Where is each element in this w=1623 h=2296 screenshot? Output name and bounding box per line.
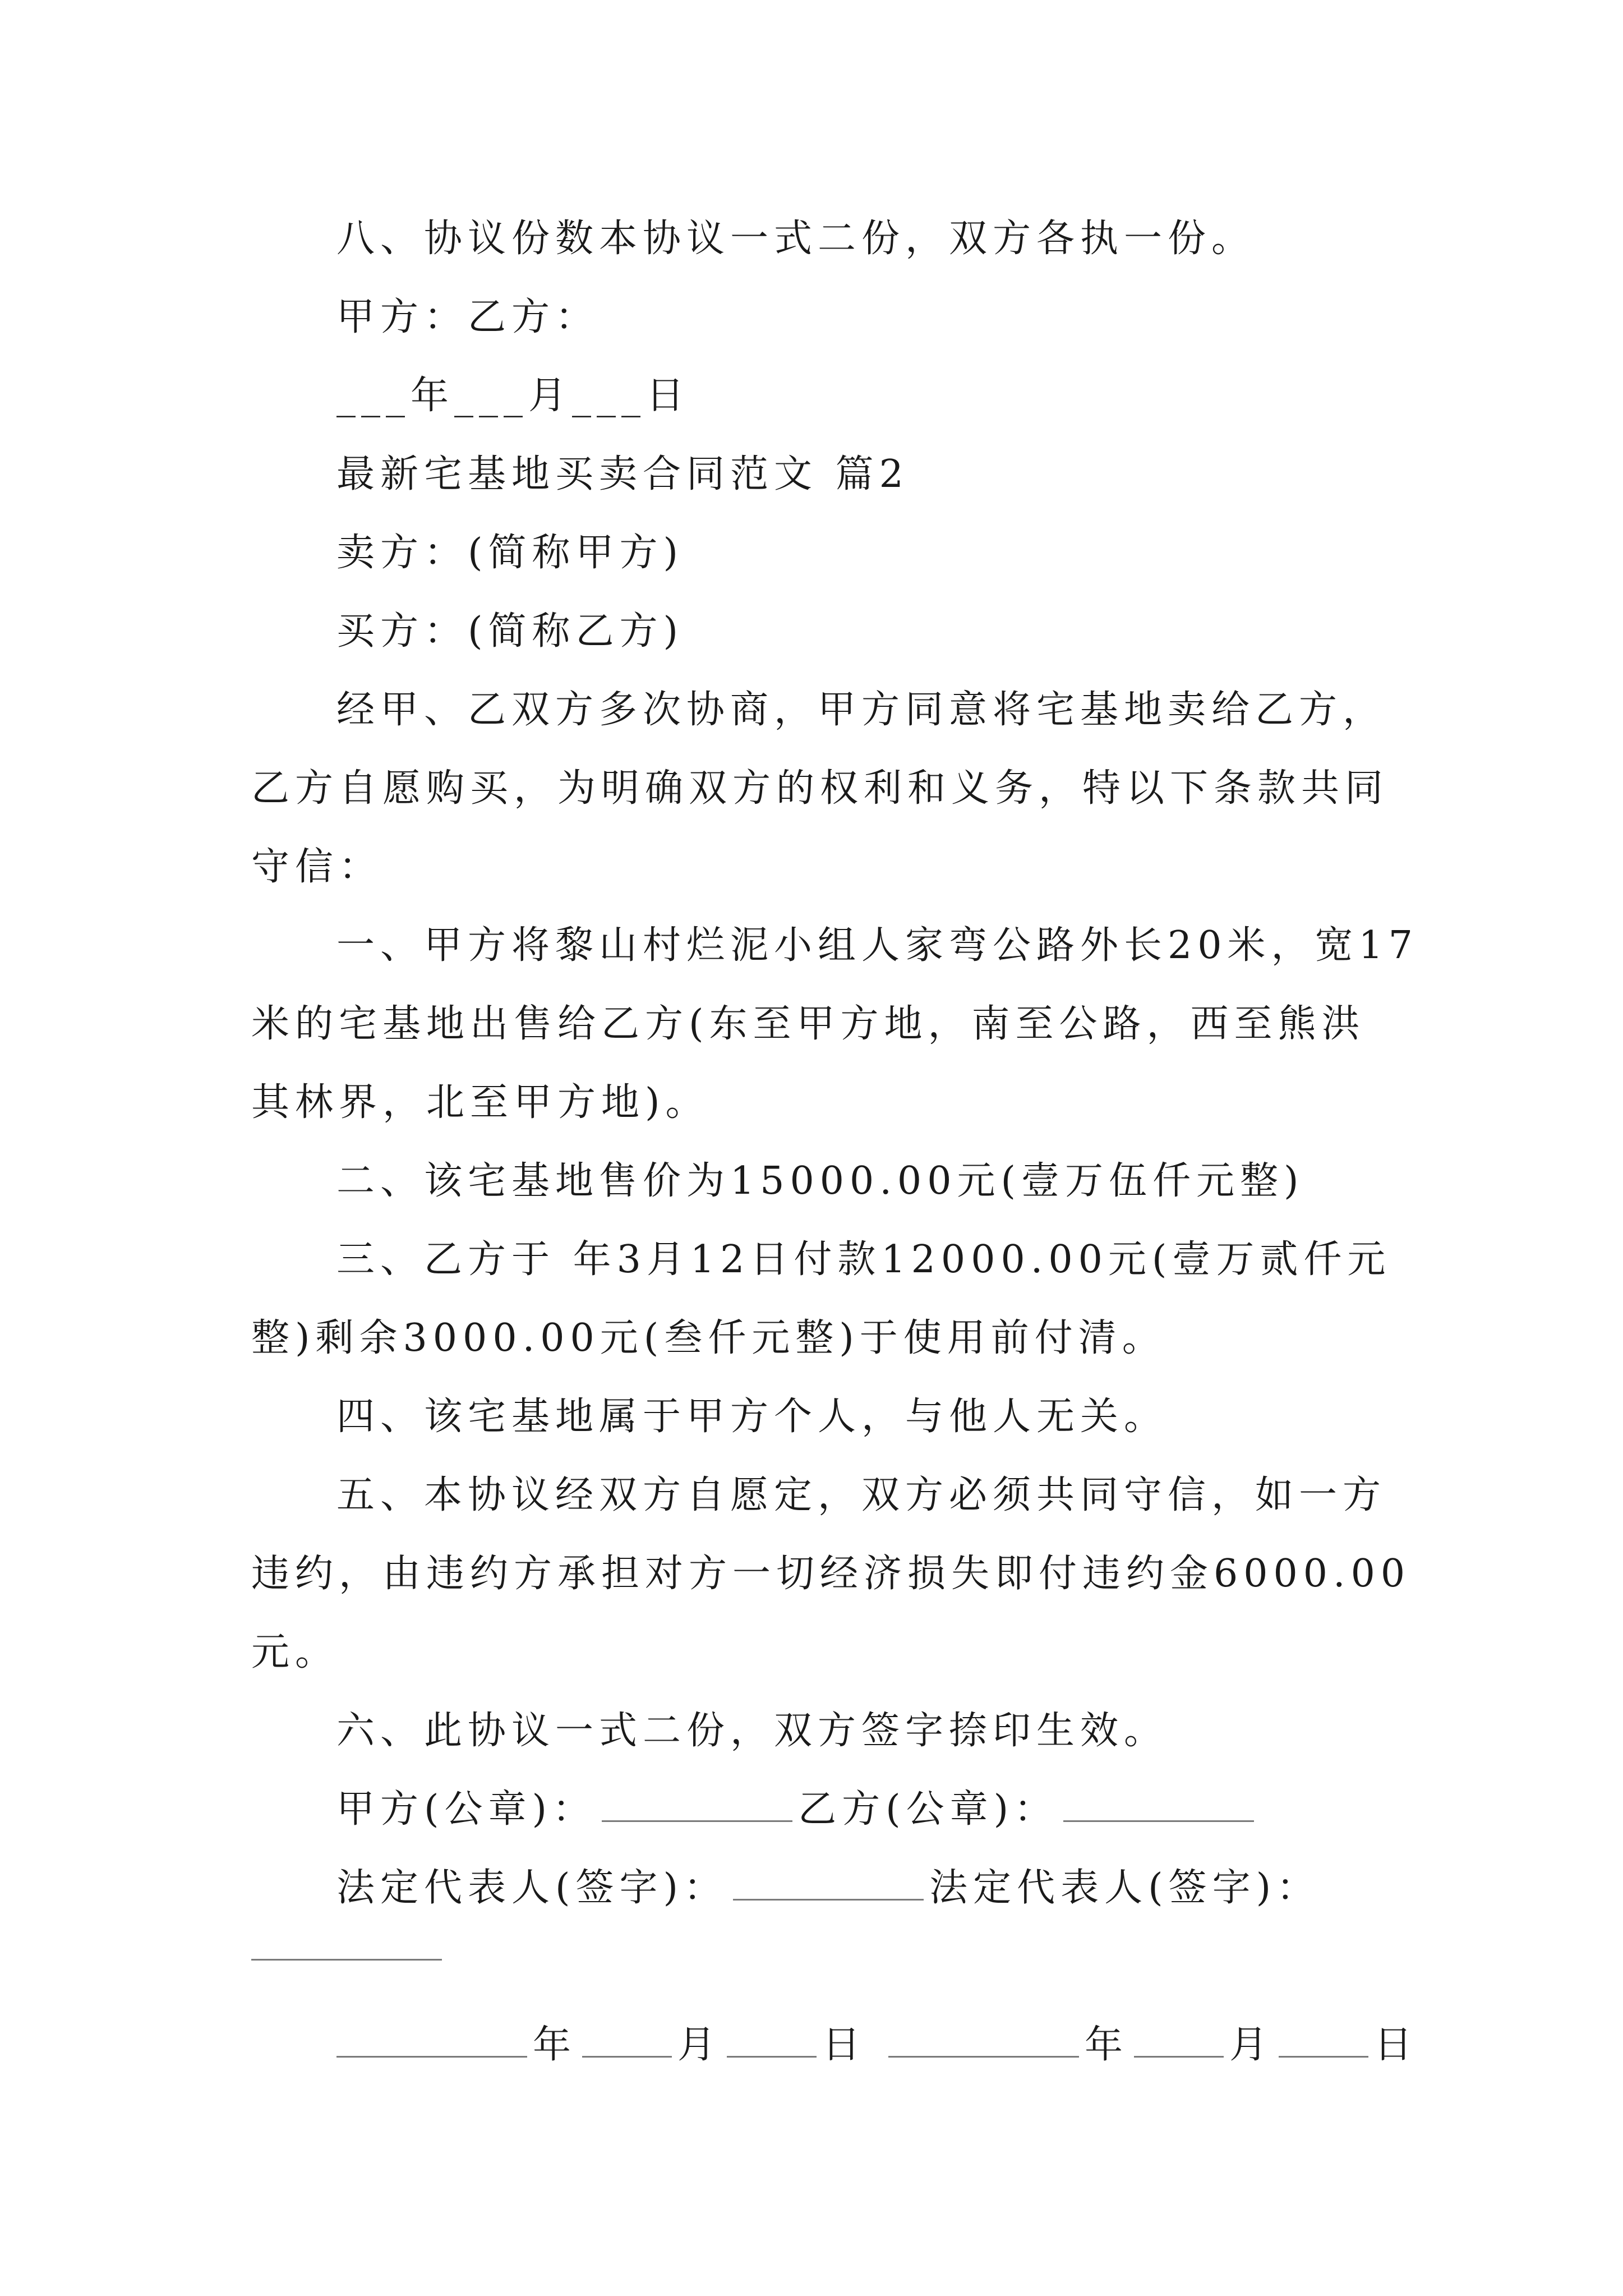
year-label-b: 年 xyxy=(1085,2023,1129,2067)
seal-line xyxy=(336,1787,1260,1832)
clause-5-line-3: 元。 xyxy=(251,1630,339,1674)
clause-3-line-1: 三、乙方于 年3月12日付款12000.00元(壹万贰仟元 xyxy=(336,1237,1391,1282)
year-label-a: 年 xyxy=(533,2023,577,2067)
clause-3-line-2: 整)剩余3000.00元(叁仟元整)于使用前付清。 xyxy=(251,1316,1166,1360)
day-label-b: 日 xyxy=(1374,2023,1418,2067)
day-blank-b xyxy=(1279,2054,1368,2058)
clause-5-line-1: 五、本协议经双方自愿定，双方必须共同守信，如一方 xyxy=(336,1473,1387,1517)
party-a-seal-blank xyxy=(602,1818,792,1822)
clause-5-line-2: 违约，由违约方承担对方一切经济损失即付违约金6000.00 xyxy=(251,1552,1411,1596)
seller-line: 卖方：(简称甲方) xyxy=(336,531,684,575)
month-label-a: 月 xyxy=(677,2023,722,2067)
party-b-seal-blank xyxy=(1063,1818,1254,1822)
party-a-seal-label: 甲方(公章)： xyxy=(336,1787,597,1832)
buyer-line: 买方：(简称乙方) xyxy=(336,609,684,654)
clause-1-line-3: 其林界，北至甲方地)。 xyxy=(251,1080,709,1125)
clause-2: 二、该宅基地售价为15000.00元(壹万伍仟元整) xyxy=(336,1159,1304,1203)
party-b-seal-label: 乙方(公章)： xyxy=(798,1787,1058,1832)
clause-1-line-1: 一、甲方将黎山村烂泥小组人家弯公路外长20米，宽17 xyxy=(336,923,1419,968)
date-line-1: ___年___月___日 xyxy=(336,374,690,418)
month-label-b: 月 xyxy=(1229,2023,1274,2067)
clause-8: 八、协议份数本协议一式二份，双方各执一份。 xyxy=(336,217,1256,261)
month-blank-a xyxy=(582,2054,672,2058)
month-blank-b xyxy=(1134,2054,1224,2058)
day-label-a: 日 xyxy=(822,2023,866,2067)
day-blank-a xyxy=(727,2054,817,2058)
clause-4: 四、该宅基地属于甲方个人，与他人无关。 xyxy=(336,1395,1168,1439)
clause-1-line-2: 米的宅基地出售给乙方(东至甲方地，南至公路，西至熊洪 xyxy=(251,1002,1366,1046)
rep-line xyxy=(336,1866,1321,1910)
clause-6: 六、此协议一式二份，双方签字捺印生效。 xyxy=(336,1709,1168,1753)
party-labels: 甲方：乙方： xyxy=(336,295,600,339)
rep-b-blank xyxy=(251,1957,442,1961)
section-title: 最新宅基地买卖合同范文 篇2 xyxy=(336,452,909,496)
rep-b-label: 法定代表人(签字)： xyxy=(929,1866,1321,1910)
year-blank-b xyxy=(888,2054,1079,2058)
intro-line-3: 守信： xyxy=(251,845,383,889)
rep-a-label: 法定代表人(签字)： xyxy=(336,1866,728,1910)
date-line-2 xyxy=(336,2023,1418,2067)
year-blank-a xyxy=(336,2054,527,2058)
intro-line-1: 经甲、乙双方多次协商，甲方同意将宅基地卖给乙方， xyxy=(336,688,1387,732)
intro-line-2: 乙方自愿购买，为明确双方的权利和义务，特以下条款共同 xyxy=(251,766,1389,811)
rep-a-blank xyxy=(733,1897,924,1901)
